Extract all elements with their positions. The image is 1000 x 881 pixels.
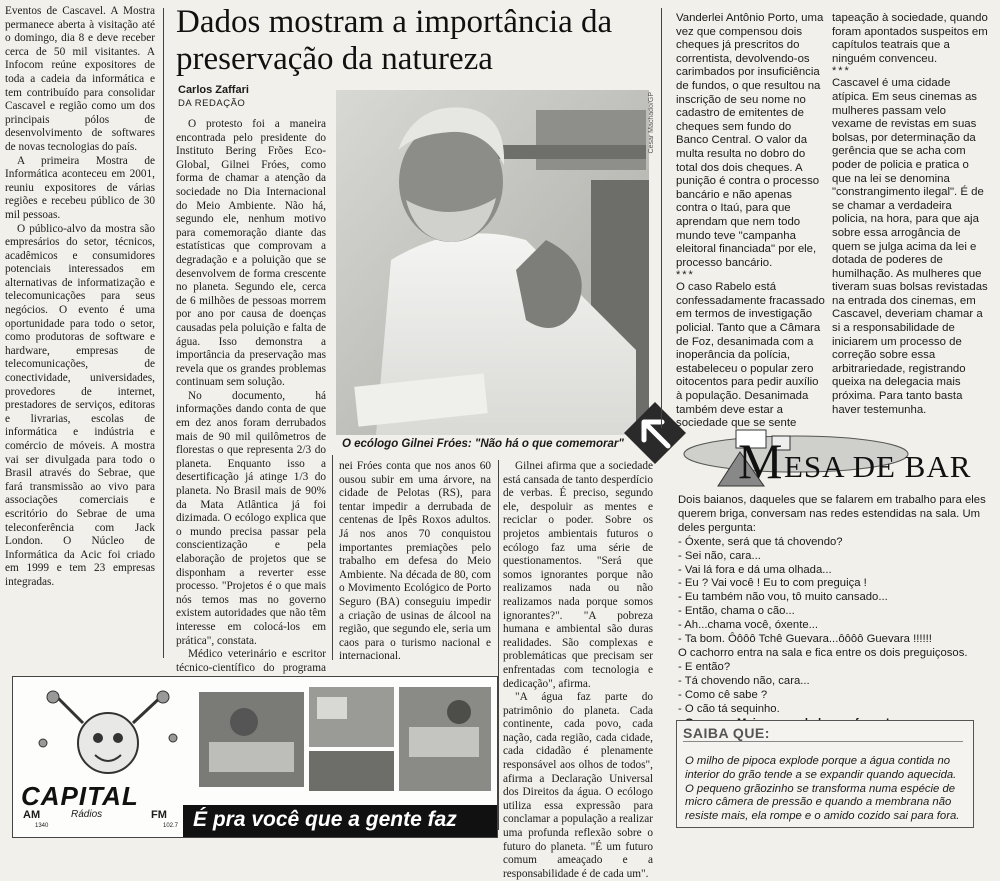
mesa-dialogue-line: O cachorro entra na sala e fica entre os dois preguiçosos.: [678, 646, 968, 659]
photo-credit: Cesar Machado/GP: [648, 92, 655, 154]
radios-label: Rádios: [71, 809, 103, 820]
right-paragraph: O caso Rabelo está confessadamente fracassado em termos de investigação policial. Tanto que a Câmara de Foz, desanimada com a inoperância da polícia, estabeleceu o popular zero oitocentos para pedir auxílio à população. Desanimada também deve estar a sociedade que se sente: [676, 281, 825, 430]
ad-slogan-band: [183, 805, 497, 837]
mesa-title: ESA DE BAR: [784, 449, 972, 484]
mesa-dialogue-line: - Como cê sabe ?: [678, 688, 768, 701]
column-divider: [163, 8, 164, 658]
left-paragraph: A primeira Mostra de Informática aconteceu em 2001, reuniu expositores de várias regiões e recebeu público de 30 mil pessoas.: [5, 154, 155, 221]
column-divider: [498, 460, 499, 830]
right-paragraph: tapeação à sociedade, quando foram apontados suspeitos em capítulos teatrais que a ninguém convenceu.: [832, 12, 988, 65]
saiba-paragraph: O pequeno grãozinho se transforma numa espécie de micro câmera de pressão e quando a membrana não resiste mais, ela rompe e o amido cozido sai para fora.: [685, 782, 960, 823]
mesa-dialogue-line: - Sei não, cara...: [678, 549, 761, 562]
mesa-dialogue-line: - Ah...chama você, óxente...: [678, 619, 819, 632]
photo-caption: O ecólogo Gilnei Fróes: "Não há o que comemorar": [342, 438, 624, 450]
am-label: AM: [23, 809, 41, 821]
left-paragraph: Eventos de Cascavel. A Mostra permanece aberta à visitação até o domingo, dia 8 e deve receber cerca de 50 mil visitantes. A Infocom reúne expositores de toda a cadeia da informática e tem contribuído para consolidar Cascavel e região como um dos principais pólos de desenvolvimento de softwares de novas tecnologias do país.: [5, 5, 155, 153]
studio-photos-collage: [199, 687, 491, 797]
mesa-title-initial: M: [738, 433, 783, 489]
right-paragraph: Cascavel é uma cidade atípica. Em seus cinemas as mulheres passam velo vexame de revistas em suas bolsas, por determinação da gerência que se acha com poder de policia e pratica o que na lei se denomina "constrangimento ilegal". É de se chamar a verdadeira policia, na hora, para que aja sobre essa arrogância de quem se julga acima da lei e dotada de poderes de humilhação. As mulheres que tiveram suas bolsas revistadas na entrada dos cinemas, em Cascavel, deveriam chamar a si a responsabilidade de iniciarem um processo de correção sobre essa arbitrariedade, registrando queixa na delegacia mais próxima. Para tanto basta haver testemunha.: [832, 77, 988, 416]
right-column-a: [676, 12, 826, 430]
article-paragraph: nei Fróes conta que nos anos 60 ousou subir em uma árvore, na cidade de Pelotas (RS), para tentar impedir a derrubada de centenas de Ipês Roxos adultos. Já nos anos 70 conquistou importantes premiações pelo trabalho em defesa do Meio Ambiente. Na década de 80, com o Movimento Ecológico de Porto Seguro (BA) conseguiu impedir a criação de usinas de álcool na região, que segundo ele, seria um caos para o turismo nacional e internacional.: [339, 460, 491, 663]
right-column-b: [832, 12, 988, 417]
mesa-dialogue-line: - Tá chovendo não, cara...: [678, 674, 810, 687]
left-column: [5, 5, 155, 665]
mesa-dialogue-line: - Então, chama o cão...: [678, 605, 795, 618]
am-frequency: 1340: [35, 823, 49, 829]
mesa-dialogue-line: - Ta bom. Ôôôô Tchê Guevara...ôôôô Guevara !!!!!!: [678, 633, 932, 646]
right-paragraph: Vanderlei Antônio Porto, uma vez que compensou dois cheques já prescritos do correntista, devolvendo-os carimbados por insuficiência de fundos, o que resultou na inscrição de seu nome no cadastro de emitentes de cheques sem fundo do Banco Central. O valor da multa resulta no dobro do total dos dois cheques. A punição é contra o processo bancário e não apenas contra o Itaú, para que aprendam que nem todo mundo teve "campanha eleitoral financiada" por ele, processo bancário.: [676, 12, 824, 269]
saiba-title: SAIBA QUE:: [683, 725, 963, 742]
man-portrait-photo: [336, 90, 649, 435]
capital-radio-ad: [12, 676, 498, 838]
column-divider: [332, 455, 333, 660]
article-author: Carlos Zaffari: [178, 84, 249, 96]
column-divider: [661, 8, 662, 428]
saiba-text: [685, 755, 970, 824]
mesa-dialogue-line: - Vai lá fora e dá uma olhada...: [678, 563, 832, 576]
article-column-3: [503, 460, 653, 880]
mesa-dialogue-line: - E então?: [678, 660, 731, 673]
mesa-intro: Dois baianos, daqueles que se falarem em trabalho para eles querem briga, conversam nas redes estendidas na sala. Um deles pergunta:: [678, 494, 986, 534]
article-desk: DA REDAÇÃO: [178, 98, 246, 109]
saiba-que-box: [676, 720, 974, 828]
separator-stars: ***: [832, 65, 851, 78]
mesa-dialogue-line: - Eu ? Vai você ! Eu to com preguiça !: [678, 577, 867, 590]
mesa-de-bar-text: [678, 494, 994, 730]
article-paragraph: Gilnei afirma que a sociedade está cansada de tanto desperdício de verbas. É preciso, segundo ele, despoluir as mentes e reciclar o poder. Sobre os projetos ambientais futuros o ecólogo faz uma série de questionamentos. "Será que somos ignorantes porque não realizamos nada ou não realizamos nada porque somos ignorantes?". "A pobreza humana e ambiental são duras realidades. São complexas e problemáticas que precisam ser enfrentadas com tecnologia e dedicação", afirma.: [503, 460, 653, 690]
mesa-de-bar-header: [678, 428, 993, 492]
article-column-2: [339, 460, 491, 665]
mascot-icon: [23, 683, 193, 793]
article-paragraph: "A água faz parte do patrimônio do planeta. Cada continente, cada povo, cada nação, cada região, cada cidade, cada cidadão é plenamente responsável aos olhos de todos", afirma a Declaração Universal dos Direitos da água. O ecólogo utiliza essa expressão para conclamar a população a realizar uma profunda reflexão sobre o futuro do planeta. "É um futuro comum ameaçado e a responsabilidade é de cada um".: [503, 691, 653, 880]
article-photo: [336, 90, 649, 435]
mesa-dialogue-line: - Óxente, será que tá chovendo?: [678, 535, 843, 548]
article-paragraph: O protesto foi a maneira encontrada pelo presidente do Instituto Bering Frões Eco-Global, Gilnei Fróes, como forma de chamar a atenção da sociedade no Dia Internacional do Meio Ambiente. Não há, segundo ele, nenhum motivo para comemoração diante das estatísticas que comprovam a degradação e a poluição que se desenvolvem de forma crescente no planeta. Segundo ele, cerca de 6 milhões de pessoas morrem por ano por causa de doenças causadas pela poluição e falta de água. Isso demonstra a importância da preservação mas revela que os grandes problemas continuam sem solução.: [176, 118, 326, 389]
fm-frequency: 102.7: [163, 823, 179, 829]
article-paragraph: Médico veterinário e escritor técnico-científico do programa: [176, 648, 326, 674]
fm-label: FM: [151, 809, 167, 821]
article-column-1: [176, 118, 326, 674]
separator-stars: ***: [676, 269, 695, 282]
ad-slogan: É pra você que a gente faz: [193, 808, 457, 831]
mesa-dialogue: [678, 536, 994, 717]
saiba-paragraph: O milho de pipoca explode porque a água contida no interior do grão tende a se expandir quando aquecida.: [685, 755, 957, 781]
capital-logo: CAPITAL: [21, 781, 139, 811]
article-headline: Dados mostram a importância da preservação da natureza: [176, 4, 613, 77]
article-paragraph: No documento, há informações dando conta de que em dez anos foram derrubados mais de 90 mil quilômetros de florestas o que representa 2/3 do planeta. Enquanto isso a desertificação já atinge 1/3 do planeta. No Brasil mais de 90% da Mata Atlântica já foi dizimada. O ecólogo explica que o mundo precisa passar pela conscientização e pela elaboração de projetos que se disponham a reverter esse processo. "Projetos é o que mais nós temos mas no governo existem autoridades que não têm interesse em colocá-los em prática", constata.: [176, 389, 326, 647]
mesa-dialogue-line: - Eu também não vou, tô muito cansado...: [678, 591, 888, 604]
left-paragraph: O público-alvo da mostra são empresários do setor, técnicos, acadêmicos e consumidores potenciais interessados em alternativas de informatização e telecomunicações para seus negócios. O evento é uma oportunidade para todo o setor, como produtoras de software e hardware, empresas de telecomunicações, de conectividade, universidades, provedores de internet, prestadores de serviços, editoras e livrarias, escolas de informática e indústria e comércio de móveis. A mostra vai ser divulgada para todo o Brasil através do Sebrae, que fará transmissão ao vivo para associações comerciais e escritório do Sebrae de uma teleconferência com Jack London. O Núcleo de Informática da Acic foi criado em 1999 e tem 23 empresas integradas.: [5, 222, 155, 588]
mesa-dialogue-line: - O cão tá sequinho.: [678, 702, 780, 715]
